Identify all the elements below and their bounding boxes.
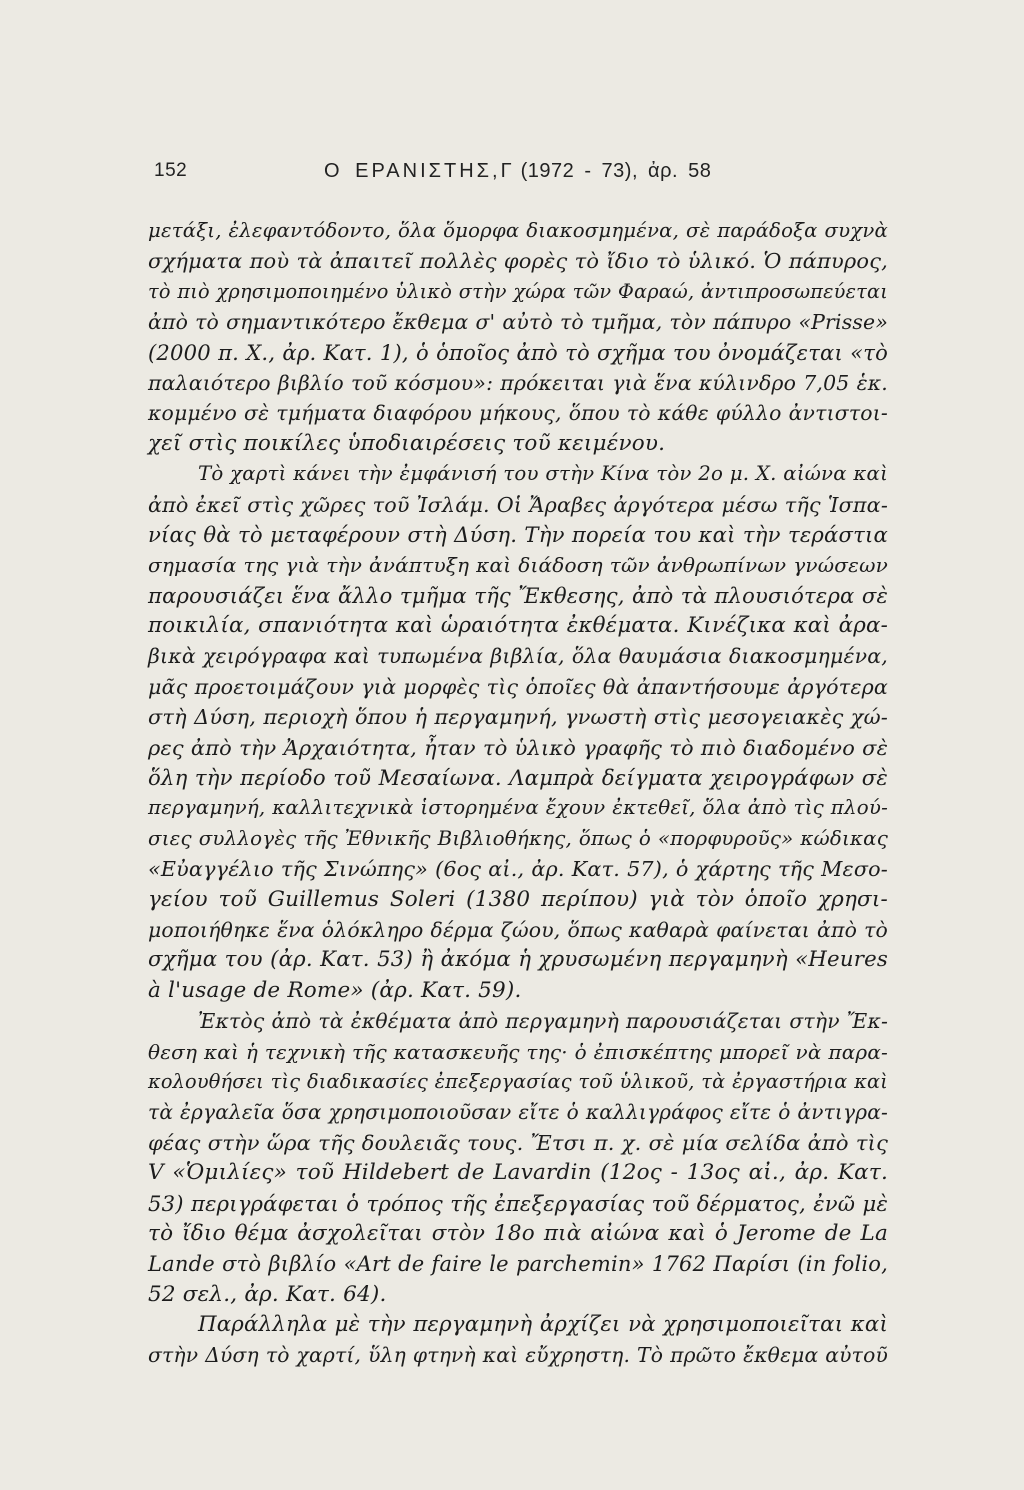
running-header — [154, 160, 894, 194]
text-line: ὅλη τὴν περίοδο τοῦ Μεσαίωνα. Λαμπρὰ δείγματα χειρογράφων σὲ — [148, 765, 888, 791]
text-line: παλαιότερο βιβλίο τοῦ κόσμου»: πρόκειται γιὰ ἕνα κύλινδρο 7,05 ἑκ. — [148, 370, 888, 395]
journal-title — [324, 160, 711, 183]
paragraph-3 — [148, 1006, 888, 1310]
text-line: Lande στὸ βιβλίο «Art de faire le parchemin» 1762 Παρίσι (in folio, — [148, 1252, 888, 1277]
text-line: Παράλληλα μὲ τὴν περγαμηνὴ ἀρχίζει νὰ χρησιμοποιεῖται καὶ — [198, 1312, 888, 1338]
journal-name: Ο ΕΡΑΝΙΣΤΗΣ,Γ — [324, 160, 515, 182]
text-line: Ἐκτὸς ἀπὸ τὰ ἐκθέματα ἀπὸ περγαμηνὴ παρουσιάζεται στὴν Ἔκ- — [198, 1009, 888, 1034]
issue-info: (1972 - 73), ἀρ. 58 — [520, 160, 712, 182]
text-line: νίας θὰ τὸ μεταφέρουν στὴ Δύση. Τὴν πορεία του καὶ τὴν τεράστια — [148, 521, 888, 547]
page-number: 152 — [154, 160, 188, 181]
text-line: παρουσιάζει ἕνα ἄλλο τμῆμα τῆς Ἔκθεσης, ἀπὸ τὰ πλουσιότερα σὲ — [148, 582, 888, 608]
text-line: 52 σελ., ἀρ. Κατ. 64). — [148, 1281, 387, 1307]
text-line: σιες συλλογὲς τῆς Ἐθνικῆς Βιβλιοθήκης, ὅπως ὁ «πορφυροῦς» κώδικας — [148, 826, 888, 850]
text-line: φέας στὴν ὥρα τῆς δουλειᾶς τους. Ἔτσι π. χ. σὲ μία σελίδα ἀπὸ τὶς — [148, 1130, 888, 1155]
text-line: στὴν Δύση τὸ χαρτί, ὕλη φτηνὴ καὶ εὔχρηστη. Τὸ πρῶτο ἔκθεμα αὐτοῦ — [148, 1343, 888, 1368]
text-line: à l'usage de Rome» (ἀρ. Κατ. 59). — [148, 977, 522, 1003]
paragraph-4 — [148, 1310, 888, 1371]
text-line: σχῆμα του (ἀρ. Κατ. 53) ἢ ἀκόμα ἡ χρυσωμένη περγαμηνὴ «Heures — [148, 947, 888, 973]
text-line: βικὰ χειρόγραφα καὶ τυπωμένα βιβλία, ὅλα θαυμάσια διακοσμημένα, — [148, 644, 888, 669]
text-line: γείου τοῦ Guillemus Soleri (1380 περίπου) γιὰ τὸν ὁποῖο χρησι- — [148, 886, 888, 912]
text-line: 53) περιγράφεται ὁ τρόπος τῆς ἐπεξεργασίας τοῦ δέρματος, ἐνῶ μὲ — [148, 1190, 888, 1216]
text-line: ρες ἀπὸ τὴν Ἀρχαιότητα, ἦταν τὸ ὑλικὸ γραφῆς τὸ πιὸ διαδομένο σὲ — [148, 735, 888, 760]
text-line: «Εὐαγγέλιο τῆς Σινώπης» (6ος αἰ., ἀρ. Κατ. 57), ὁ χάρτης τῆς Μεσο- — [148, 857, 888, 882]
article-body — [148, 216, 888, 1371]
text-line: κολουθήσει τὶς διαδικασίες ἐπεξεργασίας τοῦ ὑλικοῦ, τὰ ἐργαστήρια καὶ — [148, 1069, 888, 1093]
text-line: ἀπὸ τὸ σημαντικότερο ἔκθεμα σ' αὐτὸ τὸ τμῆμα, τὸν πάπυρο «Prisse» — [148, 310, 888, 335]
text-line: περγαμηνή, καλλιτεχνικὰ ἱστορημένα ἔχουν ἐκτεθεῖ, ὅλα ἀπὸ τὶς πλού- — [148, 796, 888, 820]
text-line: θεση καὶ ἡ τεχνικὴ τῆς κατασκευῆς της· ὁ ἐπισκέπτης μπορεῖ νὰ παρα- — [148, 1039, 888, 1064]
text-line: τὰ ἐργαλεῖα ὅσα χρησιμοποιοῦσαν εἴτε ὁ καλλιγράφος εἴτε ὁ ἀντιγρα- — [148, 1100, 888, 1125]
text-line: τὸ πιὸ χρησιμοποιημένο ὑλικὸ στὴν χώρα τῶν Φαραώ, ἀντιπροσωπεύεται — [148, 279, 888, 303]
text-line: κομμένο σὲ τμήματα διαφόρου μήκους, ὅπου τὸ κάθε φύλλο ἀντιστοι- — [148, 401, 888, 426]
text-line: μᾶς προετοιμάζουν γιὰ μορφὲς τὶς ὁποῖες θὰ ἀπαντήσουμε ἀργότερα — [148, 674, 888, 699]
paragraph-2 — [148, 459, 888, 1006]
text-line: χεῖ στὶς ποικίλες ὑποδιαιρέσεις τοῦ κειμένου. — [148, 430, 666, 456]
text-line: ἀπὸ ἐκεῖ στὶς χῶρες τοῦ Ἰσλάμ. Οἱ Ἄραβες ἀργότερα μέσω τῆς Ἱσπα- — [148, 492, 888, 517]
text-line: μοποιήθηκε ἕνα ὁλόκληρο δέρμα ζώου, ὅπως καθαρὰ φαίνεται ἀπὸ τὸ — [148, 917, 888, 942]
text-line: V «Ὁμιλίες» τοῦ Hildebert de Lavardin (12ος - 13ος αἰ., ἀρ. Κατ. — [148, 1160, 888, 1186]
text-line: μετάξι, ἐλεφαντόδοντο, ὅλα ὅμορφα διακοσμημένα, σὲ παράδοξα συχνὰ — [148, 219, 888, 242]
text-line: στὴ Δύση, περιοχὴ ὅπου ἡ περγαμηνή, γνωστὴ στὶς μεσογειακὲς χώ- — [148, 705, 888, 730]
text-line: σχήματα ποὺ τὰ ἀπαιτεῖ πολλὲς φορὲς τὸ ἴδιο τὸ ὑλικό. Ὁ πάπυρος, — [148, 249, 888, 274]
text-line: Τὸ χαρτὶ κάνει τὴν ἐμφάνισή του στὴν Κίνα τὸν 2ο μ. Χ. αἰώνα καὶ — [198, 462, 888, 486]
text-line: σημασία της γιὰ τὴν ἀνάπτυξη καὶ διάδοση τῶν ἀνθρωπίνων γνώσεων — [148, 553, 888, 578]
paragraph-1 — [148, 216, 888, 459]
text-line: τὸ ἴδιο θέμα ἀσχολεῖται στὸν 18ο πιὰ αἰώνα καὶ ὁ Jerome de La — [148, 1220, 888, 1246]
text-line: ποικιλία, σπανιότητα καὶ ὡραιότητα ἐκθέματα. Κινέζικα καὶ ἀρα- — [148, 613, 888, 639]
text-line: (2000 π. Χ., ἀρ. Κατ. 1), ὁ ὁποῖος ἀπὸ τὸ σχῆμα του ὀνομάζεται «τὸ — [148, 339, 888, 365]
